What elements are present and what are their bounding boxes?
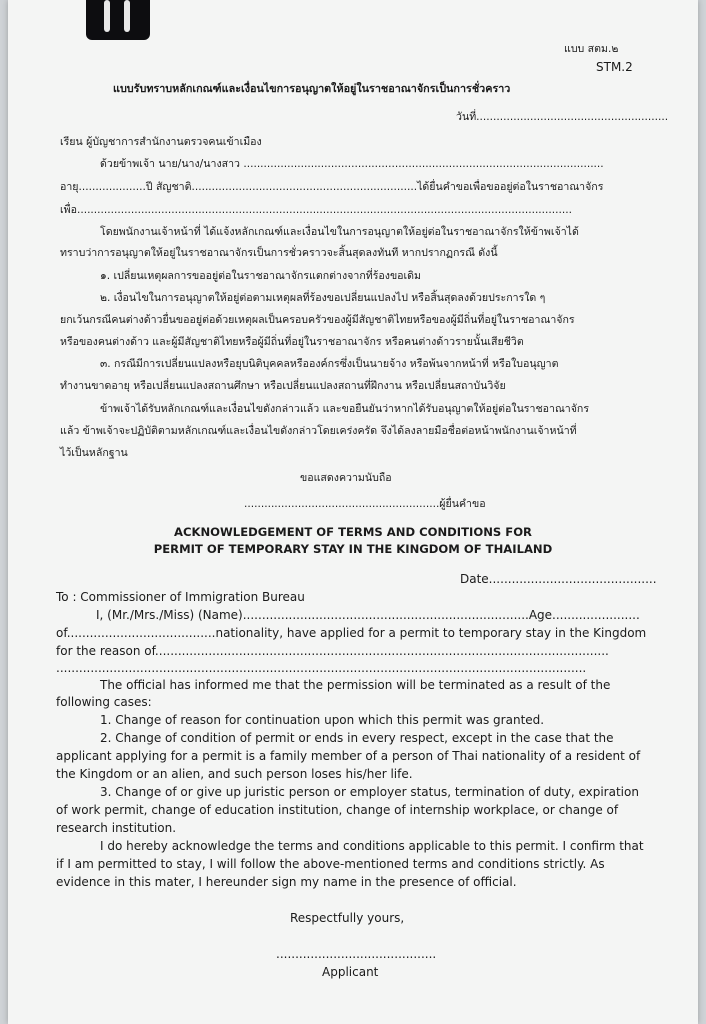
thai-purpose-line: เพื่อ................................................................................................................................................... [60, 204, 572, 216]
thai-item1: ๑. เปลี่ยนเหตุผลการขออยู่ต่อในราชอาณาจักรแตกต่างจากที่ร้องขอเดิม [100, 270, 422, 282]
english-ack-line2: if I am permitted to stay, I will follow the above-mentioned terms and conditions strictly. As [56, 857, 605, 871]
thai-signature-line: ..........................................................ผู้ยื่นคำขอ [244, 498, 486, 510]
thai-para1-line1: โดยพนักงานเจ้าหน้าที่ ได้แจ้งหลักเกณฑ์และเงื่อนไขในการอนุญาตให้อยู่ต่อในราชอาณาจักรให้ข้าพเจ้าได้ [100, 226, 579, 238]
english-case2-line3: the Kingdom or an alien, and such person loses his/her life. [56, 767, 413, 781]
thai-to-line: เรียน ผู้บัญชาการสำนักงานตรวจคนเข้าเมือง [60, 136, 262, 148]
english-name-line: I, (Mr./Mrs./Miss) (Name)...........................................................................Age....................... [96, 608, 640, 622]
thai-date-line: วันที่......................................................... [456, 111, 669, 123]
thai-item3-line2: ทำงานขาดอายุ หรือเปลี่ยนแปลงสถานศึกษา หรือเปลี่ยนแปลงสถานที่ฝึกงาน หรือเปลี่ยนสถาบันวิจัย [60, 380, 506, 392]
thai-age-line: อายุ....................ปี สัญชาติ...................................................................ได้ยื่นคำขอเพื่อขออยู่ต่อในราชอาณาจักร [60, 181, 604, 193]
english-closing: Respectfully yours, [290, 911, 405, 925]
thai-ack-line1: ข้าพเจ้าได้รับหลักเกณฑ์และเงื่อนไขดังกล่าวแล้ว และขอยืนยันว่าหากได้รับอนุญาตให้อยู่ต่อในราชอาณาจักร [100, 403, 590, 415]
english-case3-line3: research institution. [56, 821, 177, 835]
thai-closing: ขอแสดงความนับถือ [300, 472, 392, 484]
english-intro-line1: The official has informed me that the permission will be terminated as a result of the [100, 678, 611, 692]
signature-dots: .......................................... [276, 947, 437, 961]
thai-item2-line3: หรือของคนต่างด้าว และผู้มีสัญชาติไทยหรือผู้มีถิ่นที่อยู่ในราชอาณาจักร หรือคนต่างด้าวรายนั้นเสียชีวิต [60, 336, 524, 348]
thai-item2-line2: ยกเว้นกรณีคนต่างด้าวยื่นขออยู่ต่อด้วยเหตุผลเป็นครอบครัวของผู้มีสัญชาติไทยหรือของผู้มีถิ่นที่อยู่ในราชอาณาจักร [60, 314, 575, 326]
thai-name-line: ด้วยข้าพเจ้า นาย/นาง/นางสาว ........................................................................................................... [100, 158, 604, 170]
binder-clip [86, 0, 150, 40]
english-intro-line2: following cases: [56, 695, 152, 709]
english-nationality-line: of.......................................nationality, have applied for a permit to temporary stay in the Kingdom [56, 626, 647, 640]
english-case2-line1: 2. Change of condition of permit or ends in every respect, except in the case that the [100, 731, 614, 745]
english-reason-line: for the reason of....................................................................................................................... [56, 644, 609, 658]
thai-item3-line1: ๓. กรณีมีการเปลี่ยนแปลงหรือยุบนิติบุคคลหรือองค์กรซึ่งเป็นนายจ้าง หรือพ้นจากหน้าที่ หรือใบอนุญาต [100, 358, 559, 370]
thai-item2-line1: ๒. เงื่อนไขในการอนุญาตให้อยู่ต่อตามเหตุผลที่ร้องขอเปลี่ยนแปลงไป หรือสิ้นสุดลงด้วยประการใด ๆ [100, 292, 546, 304]
document-page [8, 0, 698, 1024]
english-title-line2: PERMIT OF TEMPORARY STAY IN THE KINGDOM OF THAILAND [153, 542, 553, 556]
form-code-thai: แบบ สตม.๒ [564, 43, 619, 55]
english-date-line: Date............................................ [460, 572, 657, 586]
english-blank-line: ........................................................................................................................................... [56, 661, 587, 675]
form-code: STM.2 [596, 60, 633, 74]
english-case3-line1: 3. Change of or give up juristic person or employer status, termination of duty, expiration [100, 785, 639, 799]
signature-label: Applicant [322, 965, 379, 979]
thai-ack-line3: ไว้เป็นหลักฐาน [60, 447, 128, 459]
thai-title: แบบรับทราบหลักเกณฑ์และเงื่อนไขการอนุญาตให้อยู่ในราชอาณาจักรเป็นการชั่วคราว [113, 82, 511, 95]
english-ack-line3: evidence in this mater, I hereunder sign my name in the presence of official. [56, 875, 517, 889]
english-case2-line2: applicant applying for a permit is a family member of a person of Thai nationality of a resident of [56, 749, 641, 763]
english-to-line: To : Commissioner of Immigration Bureau [56, 590, 305, 604]
english-ack-line1: I do hereby acknowledge the terms and conditions applicable to this permit. I confirm that [100, 839, 644, 853]
english-title-line1: ACKNOWLEDGEMENT OF TERMS AND CONDITIONS FOR [174, 525, 532, 539]
thai-para1-line2: ทราบว่าการอนุญาตให้อยู่ในราชอาณาจักรเป็นการชั่วคราวจะสิ้นสุดลงทันที หากปรากฏกรณี ดังนี้ [60, 247, 498, 259]
english-case1: 1. Change of reason for continuation upon which this permit was granted. [100, 713, 545, 727]
thai-ack-line2: แล้ว ข้าพเจ้าจะปฏิบัติตามหลักเกณฑ์และเงื่อนไขดังกล่าวโดยเคร่งครัด จึงได้ลงลายมือชื่อต่อหน้าพนักงานเจ้าหน้าที่ [60, 425, 577, 437]
english-case3-line2: of work permit, change of education institution, change of internship workplace, or change of [56, 803, 619, 817]
